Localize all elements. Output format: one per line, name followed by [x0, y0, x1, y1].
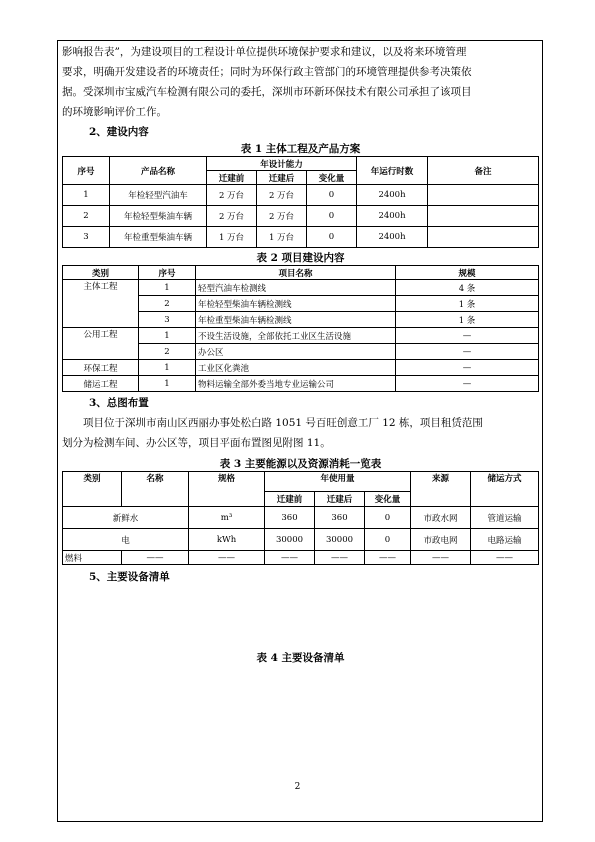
table-cell: 0 — [365, 507, 411, 529]
table-cell: 年检重型柴油车辆检测线 — [196, 312, 396, 328]
table-cell: 360 — [265, 507, 315, 529]
page-number: 2 — [294, 782, 301, 792]
table-cell: 1 条 — [396, 312, 539, 328]
table-cell: 30000 — [265, 529, 315, 551]
table-cell: 电路运输 — [471, 529, 539, 551]
table-1-subheader: 变化量 — [307, 171, 357, 185]
table-cell: 不设生活设施，全部依托工业区生活设施 — [196, 328, 396, 344]
table-3-header: 储运方式 — [471, 472, 539, 507]
table-1-header: 年运行时数 — [357, 157, 428, 185]
table-cell: 年检轻型汽油车 — [110, 185, 207, 206]
section-3-line: 划分为检测车间、办公区等，项目平面布置图见附图 11。 — [62, 437, 331, 449]
intro-line: 的环境影响评价工作。 — [62, 106, 167, 118]
table-cell: —— — [122, 551, 189, 565]
table-3-subheader: 变化量 — [365, 492, 411, 507]
table-row — [63, 507, 539, 529]
table-1-header: 产品名称 — [110, 157, 207, 185]
table-cell: 2 — [139, 344, 196, 360]
table-cell: — — [396, 328, 539, 344]
table-1 — [62, 156, 539, 248]
table-cell: 0 — [365, 529, 411, 551]
table-cell: 0 — [307, 185, 357, 206]
table-cell: 0 — [307, 227, 357, 248]
table-cell: 年检重型柴油车辆 — [110, 227, 207, 248]
table-3 — [62, 471, 539, 565]
table-cell: 2 万台 — [207, 185, 257, 206]
table-2-header: 规模 — [396, 266, 539, 280]
table-3-header: 规格 — [189, 472, 265, 507]
table-cell: 轻型汽油车检测线 — [196, 280, 396, 296]
table-cell: —— — [315, 551, 365, 565]
table-cell: 30000 — [315, 529, 365, 551]
table-cell: 公用工程 — [63, 328, 139, 360]
table-1-subheader: 迁建后 — [257, 171, 307, 185]
table-cell: 360 — [315, 507, 365, 529]
table-row — [63, 376, 539, 392]
table-cell: 燃料 — [63, 551, 122, 565]
table-3-header: 来源 — [411, 472, 471, 507]
table-2-header: 类别 — [63, 266, 139, 280]
table-1-header: 备注 — [428, 157, 539, 185]
table-cell: 1 — [63, 185, 110, 206]
table-cell: m³ — [189, 507, 265, 529]
table-cell: kWh — [189, 529, 265, 551]
table-cell: 管道运输 — [471, 507, 539, 529]
table-cell: 市政电网 — [411, 529, 471, 551]
table-row — [63, 227, 539, 248]
table-cell: 物料运输全部外委当地专业运输公司 — [196, 376, 396, 392]
table-row — [63, 328, 539, 344]
table-cell: 储运工程 — [63, 376, 139, 392]
table-cell: 2 万台 — [257, 206, 307, 227]
table-cell: —— — [365, 551, 411, 565]
intro-line: 要求，明确开发建设者的环境责任；同时为环保行政主管部门的环境管理提供参考决策依 — [62, 66, 472, 78]
table-cell: 2400h — [357, 227, 428, 248]
table-cell: 工业区化粪池 — [196, 360, 396, 376]
table-3-header: 类别 — [63, 472, 122, 507]
document-body — [62, 42, 539, 665]
table-2-header: 序号 — [139, 266, 196, 280]
table-cell: 0 — [307, 206, 357, 227]
table-cell: 1 万台 — [207, 227, 257, 248]
section-3-heading: 3、总图布置 — [89, 397, 149, 409]
table-1-header: 年设计能力 — [207, 157, 357, 171]
table-cell: 2 万台 — [257, 185, 307, 206]
table-cell: 新鲜水 — [63, 507, 189, 529]
table-cell — [428, 206, 539, 227]
table-1-header: 序号 — [63, 157, 110, 185]
table-row — [63, 206, 539, 227]
table-cell: 年检轻型柴油车辆 — [110, 206, 207, 227]
section-2-heading: 2、建设内容 — [89, 126, 149, 138]
table-cell: 2 万台 — [207, 206, 257, 227]
table-cell: 市政水网 — [411, 507, 471, 529]
table-cell: —— — [189, 551, 265, 565]
table-cell: — — [396, 360, 539, 376]
table-row — [63, 551, 539, 565]
table-cell: 电 — [63, 529, 189, 551]
table-2 — [62, 265, 539, 392]
table-row — [63, 185, 539, 206]
table-3-subheader: 迁建后 — [315, 492, 365, 507]
table-cell — [428, 185, 539, 206]
table-cell: — — [396, 376, 539, 392]
table-cell: 环保工程 — [63, 360, 139, 376]
section-3-line: 项目位于深圳市南山区西丽办事处松白路 1051 号百旺创意工厂 12 栋，项目租赁范围 — [83, 417, 483, 429]
table-cell: 1 — [139, 376, 196, 392]
table-cell: 2 — [63, 206, 110, 227]
table-cell: 2 — [139, 296, 196, 312]
table-row — [63, 529, 539, 551]
table-2-header: 项目名称 — [196, 266, 396, 280]
table-cell: —— — [411, 551, 471, 565]
table-cell: 1 — [139, 328, 196, 344]
table-4-caption: 表 4 主要设备清单 — [256, 652, 345, 664]
table-cell: —— — [265, 551, 315, 565]
table-cell: 2400h — [357, 206, 428, 227]
table-cell: 年检轻型柴油车辆检测线 — [196, 296, 396, 312]
table-cell: 2400h — [357, 185, 428, 206]
table-row — [63, 360, 539, 376]
table-1-caption: 表 1 主体工程及产品方案 — [240, 143, 361, 155]
table-cell: 4 条 — [396, 280, 539, 296]
table-cell: 1 万台 — [257, 227, 307, 248]
table-cell: 3 — [63, 227, 110, 248]
table-3-header: 年使用量 — [265, 472, 411, 492]
table-cell: 1 — [139, 360, 196, 376]
table-cell: —— — [471, 551, 539, 565]
intro-line: 影响报告表”，为建设项目的工程设计单位提供环境保护要求和建议，以及将来环境管理 — [62, 46, 467, 58]
table-cell — [428, 227, 539, 248]
intro-line: 据。受深圳市宝威汽车检测有限公司的委托，深圳市环新环保技术有限公司承担了该项目 — [62, 86, 472, 98]
table-3-subheader: 迁建前 — [265, 492, 315, 507]
table-cell: 3 — [139, 312, 196, 328]
table-cell: — — [396, 344, 539, 360]
table-cell: 1 — [139, 280, 196, 296]
table-1-subheader: 迁建前 — [207, 171, 257, 185]
table-cell: 1 条 — [396, 296, 539, 312]
table-cell: 主体工程 — [63, 280, 139, 328]
table-3-caption: 表 3 主要能源以及资源消耗一览表 — [219, 458, 382, 470]
table-row — [63, 280, 539, 296]
table-3-header: 名称 — [122, 472, 189, 507]
section-5-heading: 5、主要设备清单 — [89, 571, 170, 583]
table-cell: 办公区 — [196, 344, 396, 360]
table-2-caption: 表 2 项目建设内容 — [256, 252, 345, 264]
